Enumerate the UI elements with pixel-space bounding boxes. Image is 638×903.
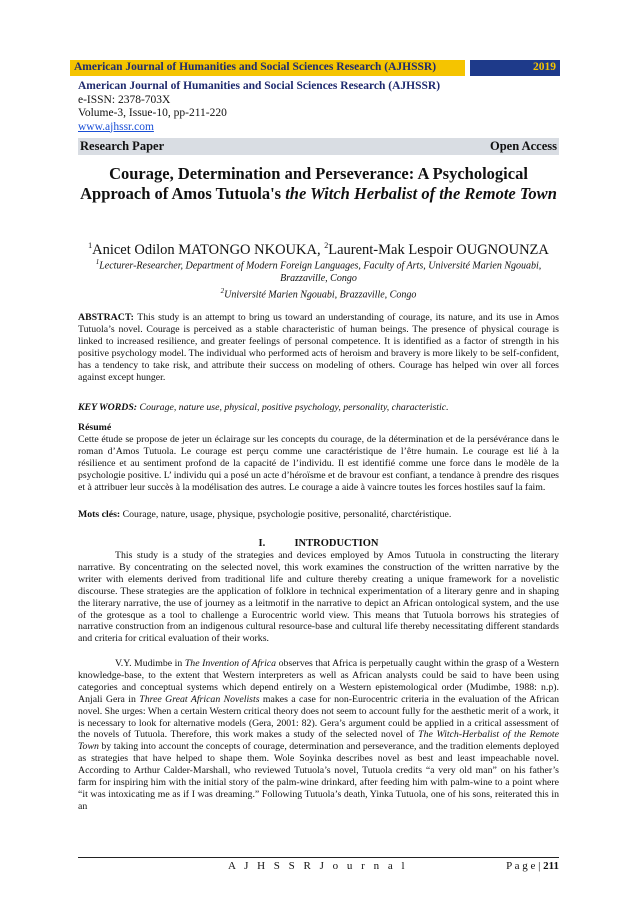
paper-type: Research Paper (80, 139, 165, 153)
journal-name: American Journal of Humanities and Social Sciences Research (AJHSSR) (78, 80, 441, 92)
affiliation-2-text: Université Marien Ngouabi, Brazzaville, Congo (224, 289, 417, 301)
intro-p2-part-c: makes a case for non-Eurocentric criteria in the evaluation of the African novel. She urges: When a certain Western critical theory does not seem to account fully for the aesthetic merit of a work, it is necessary to look for alternative models (Gera, 2001: 82). Gera’s argument could be applied in a critical assessment of the novels of Tutuola. Therefore, this work makes a study of the selected novel of (78, 693, 559, 741)
website-link[interactable]: www.ajhssr.com (78, 120, 154, 133)
section-heading-introduction (78, 538, 559, 549)
volume-line: Volume-3, Issue-10, pp-211-220 (78, 107, 227, 119)
mots-cles-text: Courage, nature, usage, physique, psychologie positive, personalité, charctéristique. (122, 509, 452, 520)
intro-p2-book-3: The Witch-Herbalist of the Remote Town (78, 729, 559, 753)
affiliation-1-text: Lecturer-Researcher, Department of Modern Foreign Languages, Faculty of Arts, Université Marien Ngouabi, Brazzaville, Congo (99, 260, 542, 284)
intro-paragraph-1: This study is a study of the strategies and devices employed by Amos Tutuola in constructing the literary narrative. By concentrating on the selected novel, this work examines the construction of the written narrative by the writer with elements derived from traditional life and culture thereby creating a unique framework for a novelistic discourse. These strategies are the application of folklore in technical experimentation of a literary genre and in shaping the literary narrative, the use of journey as a leitmotif in the narrative to depict an African ontological system, and the use of the grotesque as a tool to challenge a Eurocentric world view. This means that Tutuola borrows his strategies of narrative construction from an indigenous cultural resource-base and cultural life thereby necessitating different standards and criteria for critical evaluation of their works. (78, 550, 559, 645)
intro-p2-book-2: Three Great African Novelists (139, 693, 260, 705)
mots-cles-label: Mots clés: (78, 509, 123, 520)
journal-banner-title: American Journal of Humanities and Social Sciences Research (AJHSSR) (70, 60, 465, 76)
author1-number: 1 (88, 241, 93, 250)
issn-value: 2378-703X (117, 93, 171, 106)
article-title-main: Courage, Determination and Perseverance: A Psychological Approach of Amos Tutuola's (80, 164, 528, 203)
affiliation-1 (78, 256, 559, 285)
resume-text: Cette étude se propose de jeter un éclairage sur les concepts du courage, de la détermination et de la persévérance dans le roman d’Amos Tutuola. Le courage est perçu comme une caractéristique de l’être humain. Le courage est lié à la résilience et au sentiment profond de la capacité de l’individu. Il est identifié comme une force dans le modèle de la psychologie positive. L’ individu qui a posé un acte d’héroïsme et de bravour est confiant, a tendance à prendre des risques et à attribuer leur succès à la modélisation des autres. Le courage a aide à vaincre toutes les forces hostiles sauf la faim. (78, 434, 559, 493)
footer-page-label: P a g e | (506, 860, 544, 872)
affiliation-2 (78, 285, 559, 302)
section-number: I. (258, 538, 266, 549)
author2-name: Laurent-Mak Lespoir OUGNOUNZA (328, 241, 549, 258)
page-footer (78, 857, 559, 872)
intro-paragraph-2 (78, 658, 559, 813)
abstract-text: This study is an attempt to bring us toward an understanding of courage, its nature, and its use in Amos Tutuola’s novel. Courage is perceived as a stable characteristic of human beings. The presence of physical courage is linked to increased resilience, and greater feelings of personal competence. It is identified as a factor of strength in his positive psychology model. The individual who performed acts of heroism and bravery is more likely to be self-confident, has a tendency to take risk, and attribute their success on modeling of others. Courage has helped win over all forces against except hunger. (78, 312, 559, 383)
issn-label: e-ISSN: (78, 93, 118, 106)
affiliation-1-number: 1 (95, 258, 100, 266)
abstract (78, 312, 559, 383)
access-type: Open Access (489, 139, 557, 153)
intro-p2-part-d: by taking into account the concepts of courage, determination and perseverance, and the tradition elements deployed as strategies that have helped to shape them. Wole Soyinka describes novel as best and least impeachable novel. According to Arthur Calder-Marshall, who reviewed Tutuola’s novel, Tutuola credits “a very old man” on his father’s farm for inspiring him with the initial story of the palm-wine drinkard, after feeding him with palm-wine to a point where “it was intoxicating me as if I was dreaming.” Following Tutuola’s death, Yinka Tutuola, one of his sons, reiterated this in an (78, 741, 559, 812)
abstract-label: ABSTRACT: (78, 312, 138, 323)
article-title-italic: the Witch Herbalist of the Remote Town (285, 183, 557, 203)
footer-journal: A J H S S R J o u r n a l (228, 860, 408, 872)
section-title: INTRODUCTION (294, 538, 379, 549)
article-title (78, 164, 559, 203)
footer-page-number: 211 (543, 860, 559, 872)
keywords (78, 402, 559, 414)
journal-meta (78, 80, 558, 134)
paper-type-bar (78, 138, 559, 155)
journal-banner-year: 2019 (470, 60, 560, 76)
intro-p2-part-b: observes that Africa is perpetually caught within the grasp of a Western knowledge-base, to the extent that Western interpreters as well as African analysts could be said to have been using categories and conceptual systems which depend entirely on a Western epistemological order (Mudimbe, 1988: n.p). Anjali Gera in (78, 658, 559, 705)
resume-heading: Résumé (78, 422, 112, 433)
author1-name: Anicet Odilon MATONGO NKOUKA, (92, 241, 325, 258)
issn-line (78, 94, 558, 108)
journal-banner (70, 60, 560, 76)
intro-p2-part-a: V.Y. Mudimbe in (115, 658, 185, 669)
footer-page (506, 860, 559, 872)
keywords-text: Courage, nature use, physical, positive psychology, personality, characteristic. (139, 402, 449, 413)
affiliation-2-number: 2 (220, 287, 225, 296)
author2-number: 2 (324, 241, 329, 250)
mots-cles (78, 509, 559, 521)
keywords-label: KEY WORDS: (78, 402, 140, 413)
affiliations (78, 256, 559, 302)
intro-p2-book-1: The Invention of Africa (184, 658, 277, 669)
